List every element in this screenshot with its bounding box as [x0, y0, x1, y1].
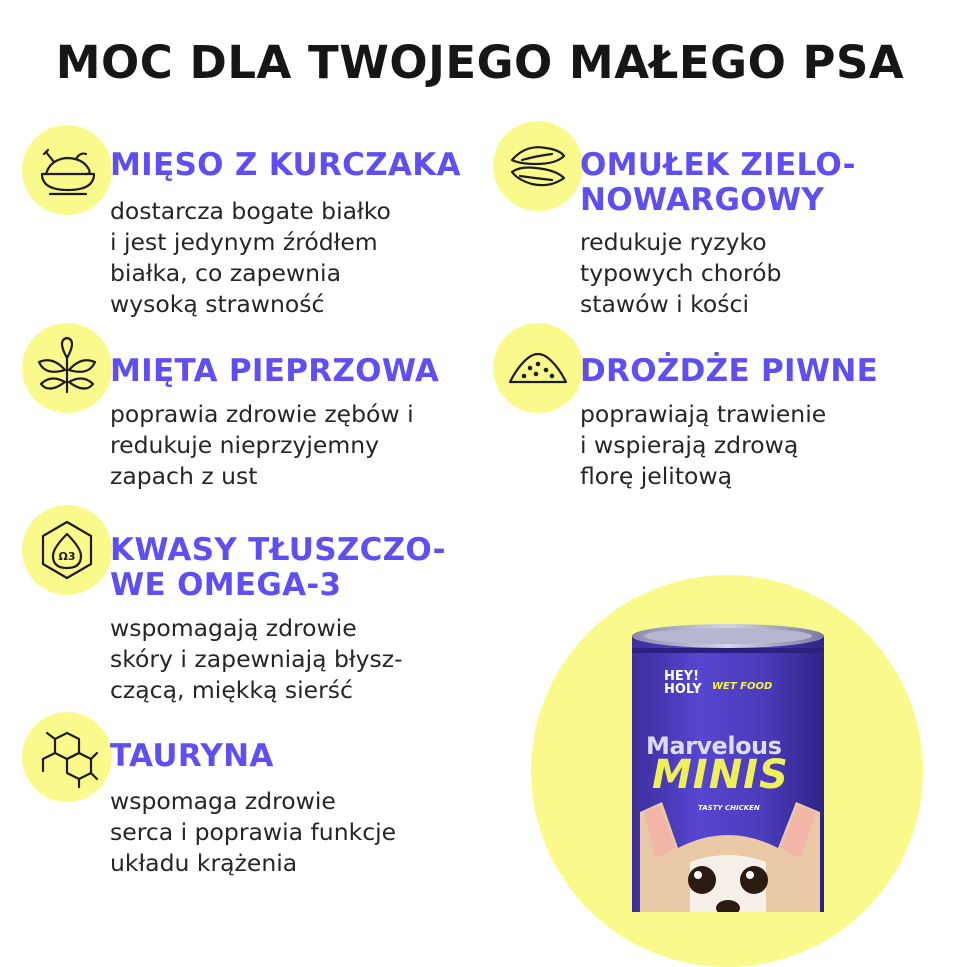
feature-title: MIĘSO Z KURCZAKA [110, 147, 461, 183]
feature-title: KWASY TŁUSZCZO- WE OMEGA-3 [110, 532, 446, 603]
feature-title: DROŻDŻE PIWNE [580, 353, 879, 389]
feature-description: poprawia zdrowie zębów i redukuje nieprzyjemny zapach z ust [110, 400, 414, 490]
feature-description: dostarcza bogate białko i jest jedynym źródłem białka, co zapewnia wysoką strawność [110, 197, 391, 318]
taurine-badge [22, 712, 112, 802]
molecule-icon [35, 725, 99, 789]
product-name-line1: Marvelous [646, 732, 782, 760]
product-name-line2: MINIS [652, 752, 789, 798]
feature-description: poprawiają trawienie i wspierają zdrową florę jelitową [580, 400, 827, 490]
product-flavor: TASTY CHICKEN [698, 804, 760, 812]
chicken-badge [22, 125, 112, 215]
page-title: MOC DLA TWOJEGO MAŁEGO PSA [55, 36, 905, 89]
feature-description: wspomagają zdrowie skóry i zapewniają błysz- czącą, miękką sierść [110, 614, 403, 704]
feature-title: TAURYNA [110, 738, 274, 774]
brand-logo: HEY! HOLY [664, 669, 702, 697]
product-can [630, 622, 826, 912]
yeast-powder-icon [506, 336, 570, 400]
mussel-badge [493, 121, 583, 211]
mint-badge [22, 323, 112, 413]
feature-title: OMUŁEK ZIELO- NOWARGOWY [580, 147, 856, 218]
yeast-badge [493, 323, 583, 413]
feature-description: redukuje ryzyko typowych chorób stawów i kości [580, 228, 782, 318]
feature-title: MIĘTA PIEPRZOWA [110, 353, 440, 389]
omega3-badge [22, 505, 112, 595]
omega3-icon [35, 518, 99, 582]
feature-description: wspomaga zdrowie serca i poprawia funkcje układu krążenia [110, 787, 397, 877]
svg-text:Ω3: Ω3 [58, 550, 76, 563]
chicken-icon [36, 138, 100, 202]
mint-leaf-icon [35, 336, 99, 400]
product-type-label: WET FOOD [712, 681, 773, 692]
mussel-icon [506, 134, 570, 198]
